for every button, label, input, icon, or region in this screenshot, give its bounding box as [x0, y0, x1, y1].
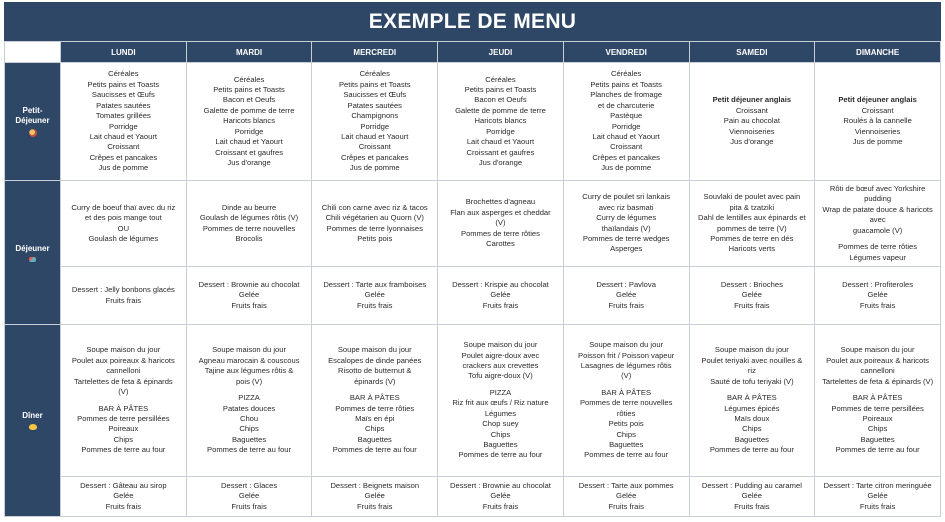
- lunch-icon: [29, 257, 36, 262]
- menu-item: Soupe maison du jour: [463, 340, 538, 350]
- menu-item: Croissant: [735, 105, 768, 115]
- menu-item: Fruits frais: [859, 300, 896, 310]
- menu-item: Fruits frais: [231, 501, 267, 511]
- menu-item: Fruits frais: [482, 300, 519, 310]
- menu-item: Porridge: [234, 126, 264, 136]
- dinner-dessert-cell: [312, 477, 438, 517]
- menu-item: Fruits frais: [734, 300, 770, 310]
- menu-item: Gelée: [867, 491, 888, 501]
- menu-item: Pommes de terre wedges: [582, 233, 670, 243]
- menu-item: Dessert : Krispie au chocolat: [452, 279, 549, 289]
- menu-item: Curry de légumes: [596, 213, 657, 223]
- lunch-dessert-cell: [186, 267, 312, 325]
- menu-item: Petits pois: [357, 233, 393, 243]
- menu-item: Dessert : Gâteau au sirop: [80, 480, 167, 490]
- day-header-sunday: DIMANCHE: [815, 42, 941, 63]
- menu-item: Tajine aux légumes rôtis &: [204, 366, 294, 376]
- menu-item: Haricots blancs: [223, 116, 276, 126]
- menu-item: Légumes vapeur: [849, 252, 906, 262]
- menu-item: Céréales: [359, 69, 390, 79]
- lunch-dessert-cell: [563, 267, 689, 325]
- day-header-monday: LUNDI: [61, 42, 187, 63]
- menu-item: Croissant: [610, 142, 643, 152]
- menu-item: Céréales: [485, 74, 516, 84]
- breakfast-cell: [186, 63, 312, 181]
- menu-item: Chips: [365, 424, 385, 434]
- lunch-cell: [563, 181, 689, 267]
- menu-item: Risotto de butternut &: [338, 366, 412, 376]
- menu-item: Baguettes: [231, 434, 267, 444]
- menu-item: Chili végétarien au Quorn (V): [325, 213, 424, 223]
- menu-item: riz: [747, 366, 756, 376]
- menu-item: (V): [621, 371, 632, 381]
- menu-item: Viennoiseries: [854, 126, 901, 136]
- lunch-dessert-row: [5, 267, 941, 325]
- menu-item: rôties: [616, 408, 636, 418]
- menu-item: Pommes de terre au four: [835, 445, 920, 455]
- menu-item: Gelée: [490, 491, 511, 501]
- menu-item: Saucisses et Œufs: [91, 90, 155, 100]
- menu-item: Soupe maison du jour: [589, 340, 664, 350]
- breakfast-cell: [312, 63, 438, 181]
- menu-item: Galette de pomme de terre: [455, 105, 546, 115]
- menu-item: Gelée: [867, 290, 888, 300]
- menu-item: Chili con carne avec riz & tacos: [321, 202, 428, 212]
- breakfast-cell: [689, 63, 815, 181]
- menu-item: Gelée: [364, 491, 385, 501]
- menu-item: Poulet teriyaki avec nouilles &: [701, 355, 803, 365]
- menu-item: Baguettes: [483, 439, 518, 449]
- menu-item: Pain au chocolat: [723, 116, 780, 126]
- menu-item: Dessert : Tarte citron meringuée: [823, 480, 932, 490]
- page-title: EXEMPLE DE MENU: [4, 2, 941, 42]
- menu-item: PIZZA: [489, 387, 512, 397]
- menu-item: Pommes de terre nouvelles: [579, 398, 673, 408]
- menu-item: thaïlandais (V): [601, 223, 651, 233]
- menu-item: pommes de terre (V): [717, 223, 787, 233]
- menu-item: et des pois mange tout: [84, 213, 162, 223]
- menu-item: Légumes épicés: [724, 403, 780, 413]
- menu-item: Soupe maison du jour: [840, 345, 915, 355]
- menu-item: Lait chaud et Yaourt: [592, 131, 660, 141]
- menu-item: Brochettes d'agneau: [465, 197, 536, 207]
- menu-item: Souvlaki de poulet avec pain: [703, 192, 801, 202]
- menu-item: Dessert : Tarte aux pommes: [578, 480, 674, 490]
- menu-item: Jus d'orange: [227, 157, 271, 167]
- menu-item: Riz frit aux œufs / Riz nature: [452, 398, 549, 408]
- menu-item: Croissant: [861, 105, 894, 115]
- menu-item: Maïs doux: [734, 413, 770, 423]
- menu-item: Lait chaud et Yaourt: [466, 137, 535, 147]
- day-header-row: [5, 42, 941, 63]
- menu-item: Roulés à la cannelle: [843, 116, 912, 126]
- menu-table: [4, 41, 941, 517]
- menu-item: Petits pains et Toasts: [213, 85, 285, 95]
- menu-item: Gelée: [113, 491, 134, 501]
- dinner-dessert-cell: [438, 477, 564, 517]
- menu-item: Viennoiseries: [729, 126, 775, 136]
- menu-item: Baguettes: [860, 434, 895, 444]
- dinner-icon: [29, 424, 37, 430]
- menu-item: Goulash de légumes: [88, 233, 159, 243]
- dinner-dessert-cell: [815, 477, 941, 517]
- menu-item: et de charcuterie: [597, 100, 655, 110]
- menu-item: Fruits frais: [608, 300, 644, 310]
- menu-item: Patates douces: [222, 403, 276, 413]
- menu-item: Patates sautées: [347, 100, 402, 110]
- dinner-dessert-cell: [563, 477, 689, 517]
- menu-item: Dessert : Brownie au chocolat: [198, 279, 300, 289]
- menu-item: Croissant et gaufres: [215, 147, 284, 157]
- menu-item: Pommes de terre au four: [584, 450, 669, 460]
- menu-item: Fruits frais: [482, 501, 519, 511]
- lunch-dessert-cell: [689, 267, 815, 325]
- menu-item: pois (V): [235, 376, 263, 386]
- menu-item: Gelée: [616, 290, 637, 300]
- menu-item: OU: [117, 223, 130, 233]
- menu-item: Légumes: [484, 408, 517, 418]
- menu-item: Flan aux asperges et cheddar: [450, 207, 551, 217]
- day-header-wednesday: MERCREDI: [312, 42, 438, 63]
- menu-item: Poisson frit / Poisson vapeur: [578, 350, 675, 360]
- menu-item: Gelée: [741, 290, 762, 300]
- menu-item: Pommes de terre rôties: [335, 403, 415, 413]
- menu-item: Wrap de patate douce & haricots avec: [822, 204, 933, 225]
- menu-item: Petits pains et Toasts: [464, 85, 537, 95]
- menu-item: épinards (V): [354, 376, 396, 386]
- breakfast-cell: [438, 63, 564, 181]
- menu-item: Crêpes et pancakes: [89, 152, 158, 162]
- menu-item: Jus de pomme: [98, 163, 149, 173]
- menu-item: Chips: [742, 424, 762, 434]
- menu-item: Dessert : Pavlova: [596, 279, 656, 289]
- menu-item: Pommes de terre persillées: [77, 413, 170, 423]
- menu-item: Jus de pomme: [349, 163, 400, 173]
- menu-item: BAR À PÂTES: [349, 393, 400, 403]
- dinner-cell: [186, 325, 312, 477]
- menu-item: (V): [495, 218, 506, 228]
- menu-item: Curry de poulet sri lankais: [582, 192, 671, 202]
- menu-item: Dahl de lentilles aux épinards et: [698, 213, 806, 223]
- menu-item: Dessert : Glaces: [220, 480, 278, 490]
- menu-item: Jus d'orange: [478, 157, 523, 167]
- day-header-saturday: SAMEDI: [689, 42, 815, 63]
- menu-item: Croissant et gaufres: [466, 147, 535, 157]
- lunch-cell: [61, 181, 187, 267]
- menu-item: Fruits frais: [357, 300, 393, 310]
- menu-item: Tomates grillées: [95, 111, 151, 121]
- menu-item: Pommes de terre en dés: [710, 233, 794, 243]
- menu-item: Galette de pomme de terre: [203, 105, 295, 115]
- menu-item: Fruits frais: [608, 501, 644, 511]
- menu-item: Céréales: [233, 74, 265, 84]
- menu-item: Escalopes de dinde panées: [328, 355, 422, 365]
- menu-item: Gelée: [238, 290, 260, 300]
- meal-label-line: Dîner: [22, 411, 43, 420]
- menu-item: Chips: [490, 429, 511, 439]
- menu-item: Maïs en épi: [355, 413, 395, 423]
- menu-item: Haricots verts: [728, 244, 776, 254]
- breakfast-cell: [61, 63, 187, 181]
- menu-item: Petits pois: [608, 419, 644, 429]
- menu-item: Petits pains et Toasts: [87, 79, 160, 89]
- day-header-friday: VENDREDI: [563, 42, 689, 63]
- menu-item: Petits pains et Toasts: [338, 79, 411, 89]
- menu-item: Pommes de terre au four: [332, 445, 417, 455]
- menu-item: Jus de pomme: [852, 137, 903, 147]
- menu-item: avec riz basmati: [598, 202, 654, 212]
- menu-item: Lasagnes de légumes rôtis: [580, 361, 672, 371]
- menu-item: Dessert : Brownie au chocolat: [450, 480, 551, 490]
- menu-item: Lait chaud et Yaourt: [215, 137, 283, 147]
- menu-item: Pommes de terre au four: [458, 450, 543, 460]
- menu-item: Fruits frais: [357, 501, 393, 511]
- meal-label-breakfast: [5, 63, 61, 181]
- menu-item: Pommes de terre au four: [709, 445, 794, 455]
- menu-item: Poulet aux poireaux & haricots: [71, 355, 175, 365]
- menu-item: Fruits frais: [105, 295, 142, 305]
- lunch-dessert-cell: [61, 267, 187, 325]
- meal-label-line: Déjeuner: [15, 116, 50, 125]
- dinner-cell: [312, 325, 438, 477]
- menu-item: Bacon et Oeufs: [222, 95, 276, 105]
- menu-item: guacamole (V): [852, 225, 903, 235]
- menu-item: Pommes de terre rôties: [838, 242, 918, 252]
- menu-item: Champignons: [351, 111, 399, 121]
- breakfast-cell: [563, 63, 689, 181]
- menu-item: Poulet aux poireaux & haricots: [826, 355, 930, 365]
- menu-item: Porridge: [109, 121, 138, 131]
- menu-item: Poulet aigre-doux avec: [461, 350, 540, 360]
- menu-item: BAR À PÂTES: [852, 393, 903, 403]
- menu-item: Pastèque: [610, 111, 643, 121]
- menu-item: Dinde au beurre: [221, 202, 277, 212]
- day-header-thursday: JEUDI: [438, 42, 564, 63]
- menu-item: Croissant: [107, 142, 140, 152]
- menu-item: Petits pains et Toasts: [590, 79, 662, 89]
- menu-item: Planches de fromage: [590, 90, 663, 100]
- menu-item: PIZZA: [238, 393, 260, 403]
- lunch-dessert-cell: [438, 267, 564, 325]
- menu-item: cannelloni: [860, 366, 895, 376]
- menu-item: Pommes de terre au four: [81, 445, 166, 455]
- lunch-cell: [689, 181, 815, 267]
- menu-item: Chips: [239, 424, 259, 434]
- menu-item: Rôti de bœuf avec Yorkshire pudding: [829, 184, 926, 204]
- menu-item: Carottes: [486, 239, 515, 249]
- menu-item: Jus d'orange: [730, 137, 774, 147]
- lunch-cell: [186, 181, 312, 267]
- menu-item: Dessert : Tarte aux framboises: [323, 279, 427, 289]
- meal-label-line: Petit-: [22, 106, 43, 115]
- menu-item: Soupe maison du jour: [86, 345, 161, 355]
- dinner-cell: [563, 325, 689, 477]
- menu-item: Soupe maison du jour: [337, 345, 412, 355]
- menu-item: Dessert : Profiteroles: [842, 279, 914, 289]
- menu-item: Gelée: [490, 290, 511, 300]
- meal-label-line: Déjeuner: [15, 243, 50, 253]
- menu-item: Chips: [867, 424, 888, 434]
- menu-item: Dessert : Beignets maison: [330, 480, 420, 490]
- menu-item: Porridge: [360, 121, 390, 131]
- menu-item: Poireaux: [108, 424, 139, 434]
- menu-item: Gelée: [741, 491, 762, 501]
- menu-item: Baguettes: [609, 439, 644, 449]
- menu-item: Asperges: [610, 244, 643, 254]
- menu-item: Fruits frais: [859, 501, 896, 511]
- menu-item: Gelée: [238, 491, 260, 501]
- menu-item: Pommes de terre persillées: [831, 403, 924, 413]
- menu-item: Baguettes: [734, 434, 769, 444]
- menu-item: Haricots blancs: [474, 116, 527, 126]
- menu-item: cannelloni: [106, 366, 141, 376]
- dinner-cell: [61, 325, 187, 477]
- menu-item: Pommes de terre rôties: [461, 228, 540, 238]
- dinner-dessert-cell: [186, 477, 312, 517]
- menu-item: Porridge: [611, 121, 641, 131]
- menu-item: Fruits frais: [734, 501, 770, 511]
- menu-item: Sauté de tofu teriyaki (V): [710, 376, 794, 386]
- lunch-row: [5, 181, 941, 267]
- menu-item: Soupe maison du jour: [714, 345, 789, 355]
- menu-item: Tartelettes de feta & épinards (V): [822, 376, 934, 386]
- menu-item: Saucisses et Œufs: [343, 90, 407, 100]
- breakfast-icon: [29, 129, 37, 137]
- menu-item: Brocolis: [235, 233, 263, 243]
- menu-item: Agneau marocain & couscous: [198, 355, 300, 365]
- menu-item: Dessert : Pudding au caramel: [701, 480, 802, 490]
- menu-item: Fruits frais: [105, 501, 142, 511]
- menu-item: Tofu aigre-doux (V): [468, 371, 533, 381]
- dinner-dessert-cell: [689, 477, 815, 517]
- breakfast-cell: [815, 63, 941, 181]
- dinner-cell: [438, 325, 564, 477]
- menu-item: Chop suey: [482, 419, 519, 429]
- menu-item: Crêpes et pancakes: [340, 152, 409, 162]
- menu-item: Chips: [616, 429, 636, 439]
- meal-label-dinner: [5, 325, 61, 517]
- menu-item: Céréales: [610, 69, 642, 79]
- dinner-dessert-row: [5, 477, 941, 517]
- menu-item: pita & tzatziki: [729, 202, 775, 212]
- menu-item: Gelée: [616, 491, 637, 501]
- menu-item: Patates sautées: [96, 100, 151, 110]
- menu-item: Dessert : Jelly bonbons glacés: [71, 285, 175, 295]
- lunch-cell: [438, 181, 564, 267]
- menu-item: Poireaux: [862, 413, 893, 423]
- lunch-dessert-cell: [312, 267, 438, 325]
- menu-item: Porridge: [486, 126, 515, 136]
- menu-item: Jus de pomme: [601, 163, 652, 173]
- menu-item: Chips: [113, 434, 134, 444]
- menu-item: Croissant: [358, 142, 391, 152]
- menu-item: Céréales: [108, 69, 139, 79]
- breakfast-row: [5, 63, 941, 181]
- menu-item: Tartelettes de feta & épinards: [73, 376, 173, 386]
- menu-heading: Petit déjeuner anglais: [838, 95, 917, 105]
- menu-item: crackers aux crevettes: [462, 361, 539, 371]
- lunch-cell: [312, 181, 438, 267]
- menu-item: Pommes de terre au four: [207, 445, 292, 455]
- menu-item: Dessert : Brioches: [720, 279, 783, 289]
- lunch-cell: [815, 181, 941, 267]
- menu-item: (V): [118, 387, 129, 397]
- menu-heading: Petit déjeuner anglais: [712, 95, 792, 105]
- menu-item: Goulash de légumes rôtis (V): [199, 213, 299, 223]
- day-header-tuesday: MARDI: [186, 42, 312, 63]
- menu-item: Pommes de terre lyonnaises: [326, 223, 423, 233]
- menu-item: Soupe maison du jour: [212, 345, 286, 355]
- dinner-row: [5, 325, 941, 477]
- lunch-dessert-cell: [815, 267, 941, 325]
- meal-label-lunch: [5, 181, 61, 325]
- menu-item: Crêpes et pancakes: [592, 152, 660, 162]
- dinner-dessert-cell: [61, 477, 187, 517]
- menu-item: Curry de boeuf thaï avec du riz: [71, 202, 176, 212]
- dinner-cell: [689, 325, 815, 477]
- menu-item: Lait chaud et Yaourt: [89, 131, 157, 141]
- menu-item: BAR À PÂTES: [98, 403, 149, 413]
- corner-cell: [5, 42, 61, 63]
- menu-item: Bacon et Oeufs: [474, 95, 527, 105]
- menu-item: BAR À PÂTES: [601, 387, 652, 397]
- menu-item: Chou: [239, 413, 259, 423]
- menu-item: Gelée: [364, 290, 385, 300]
- menu-item: BAR À PÂTES: [726, 393, 777, 403]
- menu-item: Lait chaud et Yaourt: [341, 131, 409, 141]
- dinner-cell: [815, 325, 941, 477]
- menu-item: Pommes de terre nouvelles: [202, 223, 296, 233]
- menu-item: Fruits frais: [231, 300, 267, 310]
- menu-item: Baguettes: [357, 434, 392, 444]
